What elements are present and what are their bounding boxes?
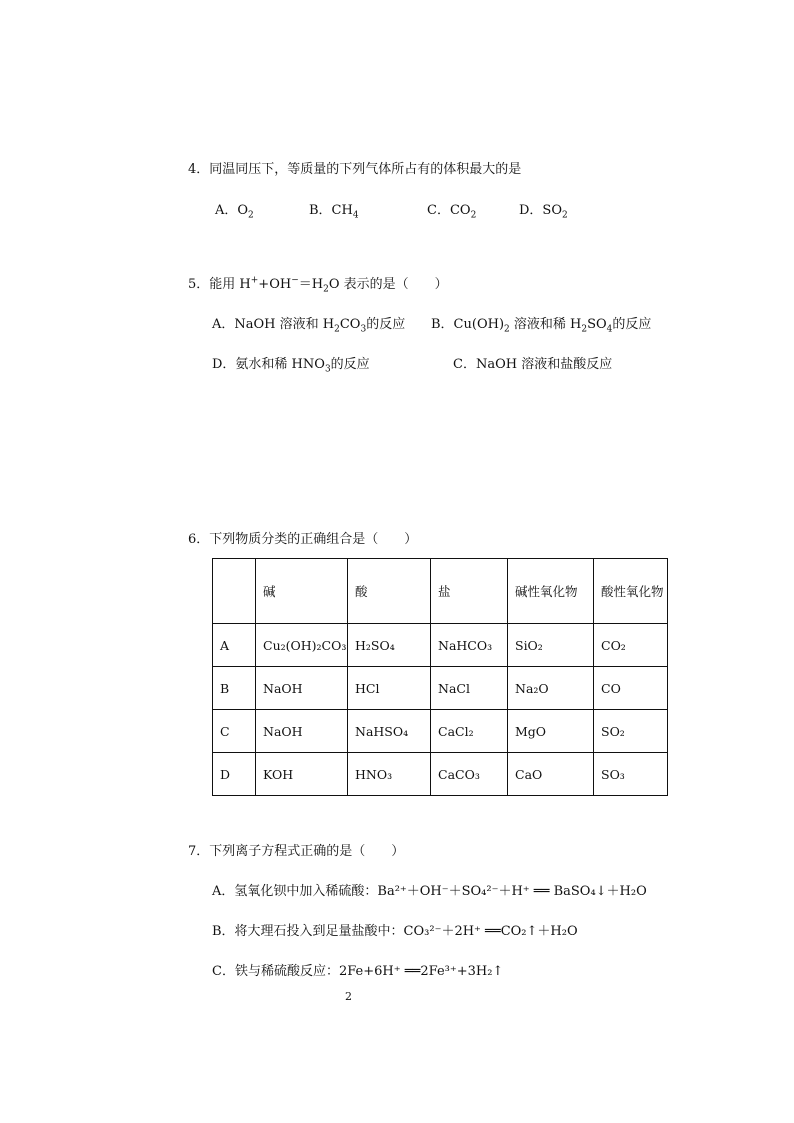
table-cell: CaO: [508, 753, 594, 796]
table-cell: Na₂O: [508, 667, 594, 710]
q4-option-b: B．$CH_4$: [309, 203, 359, 221]
q5-option-b: B．$Cu(OH)_2$ 溶液和稀 $H_2SO_4$的反应: [431, 317, 652, 335]
table-cell: CO₂: [594, 624, 668, 667]
q7-option-b: B．将大理石投入到足量盐酸中：CO₃²⁻＋2H⁺ ══CO₂↑＋H₂O: [212, 924, 578, 939]
table-cell: NaHSO₄: [348, 710, 431, 753]
table-cell: KOH: [256, 753, 348, 796]
question-6-stem: 6．下列物质分类的正确组合是（ ）: [188, 532, 418, 547]
table-cell: HCl: [348, 667, 431, 710]
q7-option-a: A．氢氧化钡中加入稀硫酸：Ba²⁺＋OH⁻＋SO₄²⁻＋H⁺ ══ BaSO₄↓＋H₂O: [212, 884, 647, 899]
table-cell: NaOH: [256, 710, 348, 753]
table-row: [213, 667, 668, 710]
classification-table: [212, 558, 668, 796]
table-cell: SiO₂: [508, 624, 594, 667]
q4-option-a: A．$O_2$: [215, 203, 254, 221]
q4-option-d: D．$SO_2$: [519, 203, 568, 221]
table-cell: HNO₃: [348, 753, 431, 796]
table-cell: CaCl₂: [431, 710, 508, 753]
table-cell: NaOH: [256, 667, 348, 710]
table-row: [213, 710, 668, 753]
table-header-row: [213, 559, 668, 624]
table-cell: SO₃: [594, 753, 668, 796]
table-cell: CaCO₃: [431, 753, 508, 796]
table-cell: Cu₂(OH)₂CO₃: [256, 624, 348, 667]
table-cell: CO: [594, 667, 668, 710]
table-cell: NaCl: [431, 667, 508, 710]
q4-option-c: C．$CO_2$: [427, 203, 477, 221]
table-header-cell: 酸: [348, 559, 431, 624]
table-row: [213, 753, 668, 796]
table-cell: B: [213, 667, 256, 710]
table-header-cell: [213, 559, 256, 624]
table-cell: D: [213, 753, 256, 796]
table-cell: NaHCO₃: [431, 624, 508, 667]
page-number: 2: [345, 990, 352, 1003]
table-cell: A: [213, 624, 256, 667]
q5-option-d: D．氨水和稀 $HNO_3$的反应: [212, 357, 370, 375]
table-cell: MgO: [508, 710, 594, 753]
table-header-cell: 酸性氧化物: [594, 559, 668, 624]
question-4-stem: 4．同温同压下，等质量的下列气体所占有的体积最大的是: [188, 162, 522, 177]
table-cell: SO₂: [594, 710, 668, 753]
q7-option-c: C．铁与稀硫酸反应：2Fe+6H⁺ ══2Fe³⁺+3H₂↑: [212, 964, 504, 979]
q5-option-a: A．NaOH 溶液和 $H_2CO_3$的反应: [212, 317, 406, 335]
q5-option-c: C．NaOH 溶液和盐酸反应: [453, 357, 613, 372]
question-7-stem: 7．下列离子方程式正确的是（ ）: [188, 844, 405, 859]
question-5-stem: 5．能用 $H^++OH^-=H_2O$ 表示的是（ ）: [188, 275, 448, 295]
table-header-cell: 碱性氧化物: [508, 559, 594, 624]
table-cell: C: [213, 710, 256, 753]
table-row: [213, 624, 668, 667]
table-header-cell: 碱: [256, 559, 348, 624]
table-header-cell: 盐: [431, 559, 508, 624]
table-cell: H₂SO₄: [348, 624, 431, 667]
